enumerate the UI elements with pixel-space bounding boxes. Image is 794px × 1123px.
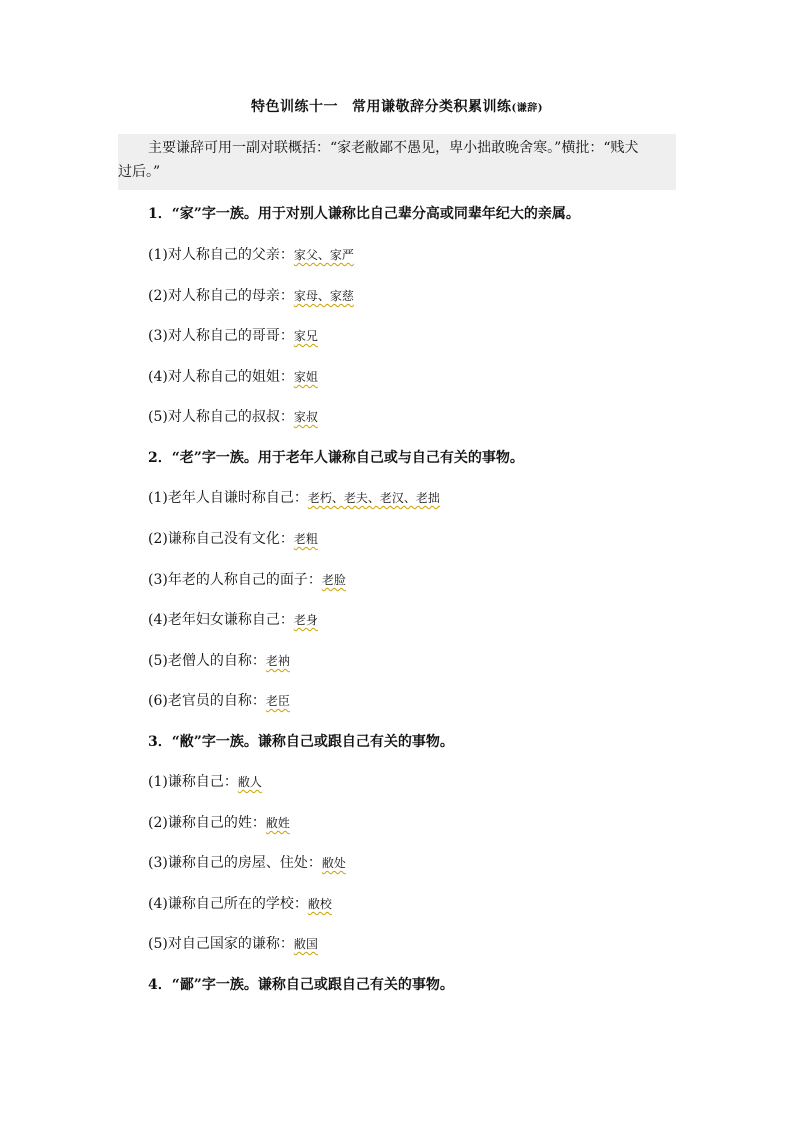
item-answer: 家兄	[293, 329, 318, 343]
item-label: (3)年老的人称自己的面子：	[148, 572, 322, 588]
section-3-heading: 3．“敝”字一族。谦称自己或跟自己有关的事物。	[148, 734, 454, 750]
item-answer: 老朽、老夫、老汉、老拙	[307, 491, 440, 505]
list-item	[148, 610, 318, 630]
item-label: (1)对人称自己的父亲：	[148, 247, 294, 263]
item-label: (6)老官员的自称：	[148, 693, 266, 709]
item-answer: 敝校	[307, 897, 332, 911]
item-answer: 老粗	[293, 532, 318, 546]
list-item	[148, 772, 262, 792]
list-item	[148, 934, 318, 954]
item-label: (5)老僧人的自称：	[148, 653, 266, 669]
list-item	[148, 853, 346, 873]
title-main: 特色训练十一	[251, 99, 339, 115]
item-answer: 老身	[293, 613, 318, 627]
item-answer: 家姐	[293, 370, 318, 384]
item-answer: 老衲	[265, 654, 290, 668]
item-label: (2)谦称自己的姓：	[148, 815, 266, 831]
list-item	[148, 286, 354, 306]
section-1-heading: 1．“家”字一族。用于对别人谦称比自己辈分高或同辈年纪大的亲属。	[148, 206, 580, 222]
list-item	[148, 367, 318, 387]
intro-line-2: 过后。”	[118, 164, 161, 180]
list-item	[148, 570, 346, 590]
item-answer: 家母、家慈	[293, 289, 354, 303]
item-label: (2)对人称自己的母亲：	[148, 288, 294, 304]
item-label: (3)对人称自己的哥哥：	[148, 328, 294, 344]
item-answer: 敝姓	[265, 816, 290, 830]
list-item	[148, 488, 440, 508]
item-answer: 老臣	[265, 694, 290, 708]
intro-box	[118, 134, 676, 190]
item-label: (5)对自己国家的谦称：	[148, 936, 294, 952]
list-item	[148, 894, 332, 914]
list-item	[148, 813, 290, 833]
item-label: (4)老年妇女谦称自己：	[148, 612, 294, 628]
page-title	[0, 96, 794, 116]
item-label: (4)对人称自己的姐姐：	[148, 369, 294, 385]
section-4-heading: 4．“鄙”字一族。谦称自己或跟自己有关的事物。	[148, 977, 454, 993]
item-label: (4)谦称自己所在的学校：	[148, 896, 308, 912]
list-item	[148, 691, 290, 711]
list-item	[148, 529, 318, 549]
list-item	[148, 651, 290, 671]
item-label: (1)谦称自己：	[148, 774, 238, 790]
item-label: (5)对人称自己的叔叔：	[148, 409, 294, 425]
item-label: (1)老年人自谦时称自己：	[148, 490, 308, 506]
section-2-heading: 2．“老”字一族。用于老年人谦称自己或与自己有关的事物。	[148, 450, 524, 466]
item-answer: 敝处	[321, 856, 346, 870]
item-answer: 家父、家严	[293, 248, 354, 262]
list-item	[148, 245, 354, 265]
item-answer: 家叔	[293, 410, 318, 424]
list-item	[148, 407, 318, 427]
intro-line-1: 主要谦辞可用一副对联概括：“家老敝鄙不愚见，卑小拙敢晚舍寒。”横批：“贱犬	[148, 140, 639, 156]
title-sub: 常用谦敬辞分类积累训练	[352, 99, 512, 115]
list-item	[148, 326, 318, 346]
title-tag: (谦辞)	[511, 103, 543, 114]
item-label: (3)谦称自己的房屋、住处：	[148, 855, 322, 871]
item-answer: 敝国	[293, 937, 318, 951]
item-answer: 老脸	[321, 573, 346, 587]
item-answer: 敝人	[237, 775, 262, 789]
item-label: (2)谦称自己没有文化：	[148, 531, 294, 547]
